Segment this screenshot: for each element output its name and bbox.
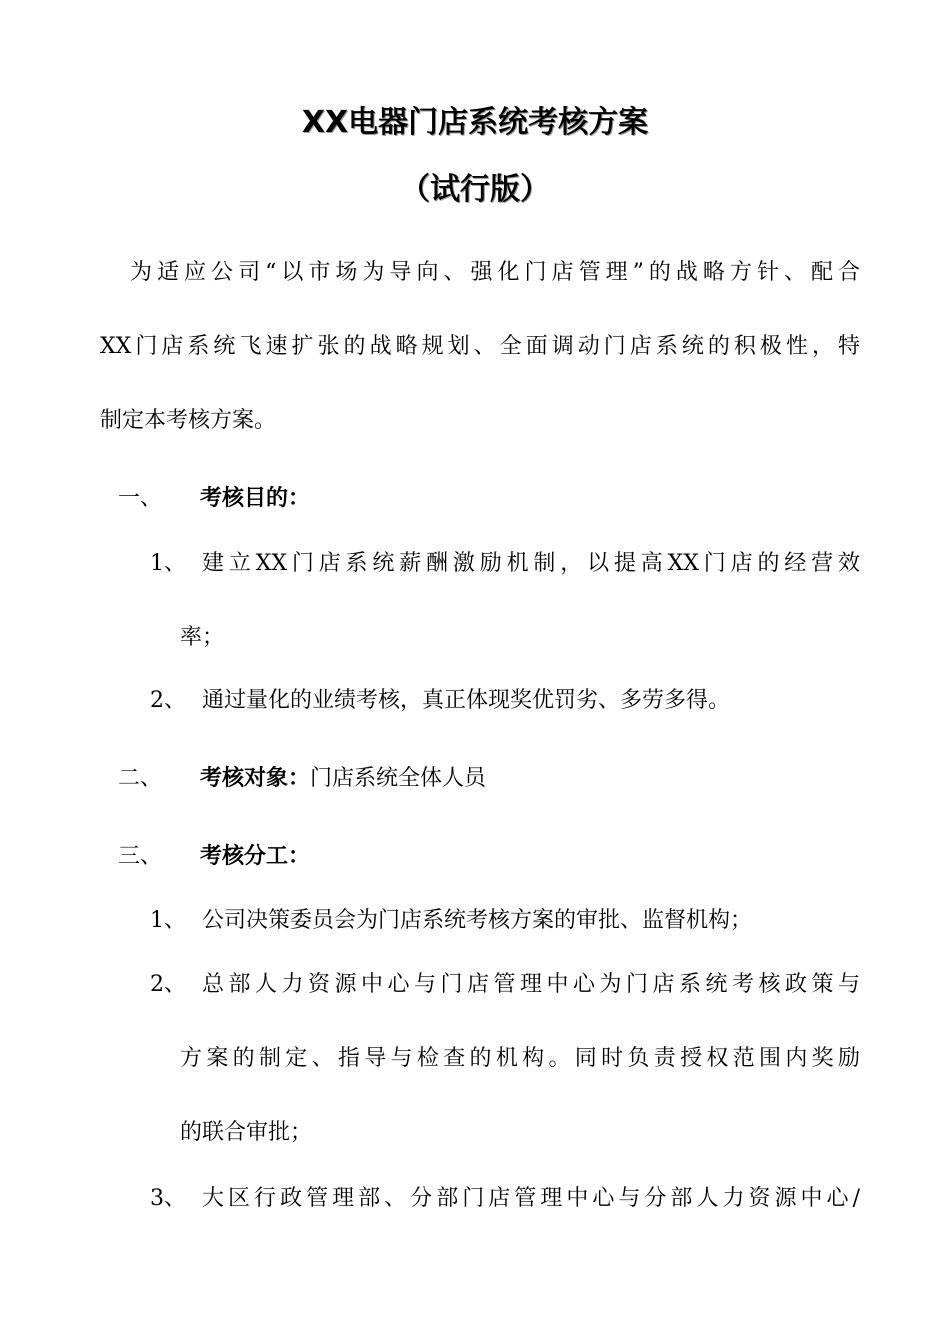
section-1-number: 一、 [118, 486, 163, 511]
section-2-number: 二、 [118, 766, 163, 791]
section-1-item-1-line-1: 建立XX门店系统薪酬激励机制，以提高XX门店的经营效 [202, 551, 860, 576]
section-1-item-1-number: 1、 [150, 551, 186, 576]
section-3-item-2-line-2: 方案的制定、指导与检查的机构。同时负责授权范围内奖励 [180, 1046, 860, 1071]
intro-line-3: 制定本考核方案。 [100, 408, 277, 433]
section-3-item-1-line-1: 公司决策委员会为门店系统考核方案的审批、监督机构； [202, 908, 753, 933]
section-3-heading-label: 考核分工： [200, 844, 311, 869]
document-title: XX电器门店系统考核方案 [301, 105, 649, 140]
section-2-heading [200, 764, 486, 794]
section-3-number: 三、 [118, 844, 163, 869]
section-2-heading-value: 门店系统全体人员 [310, 766, 487, 791]
section-2-heading-label: 考核对象： [200, 766, 311, 791]
section-1-item-2-number: 2、 [150, 688, 186, 713]
intro-line-1: 为适应公司“以市场为导向、强化门店管理”的战略方针、配合 [130, 260, 860, 285]
section-3-item-2-number: 2、 [150, 972, 186, 997]
section-3-heading [200, 842, 310, 872]
section-1-heading [200, 484, 310, 514]
section-3-item-1-number: 1、 [150, 908, 186, 933]
section-3-item-2-line-1: 总部人力资源中心与门店管理中心为门店系统考核政策与 [202, 972, 860, 997]
section-3-item-3-line-1: 大区行政管理部、分部门店管理中心与分部人力资源中心/ [202, 1186, 860, 1211]
section-1-item-1-line-2: 率； [180, 625, 225, 650]
section-1-heading-label: 考核目的： [200, 486, 311, 511]
document-subtitle: （试行版） [400, 172, 550, 207]
section-3-item-3-number: 3、 [150, 1186, 186, 1211]
intro-line-2: XX门店系统飞速扩张的战略规划、全面调动门店系统的积极性，特 [100, 334, 860, 359]
section-3-item-2-line-3: 的联合审批； [180, 1120, 313, 1145]
section-1-item-2-line-1: 通过量化的业绩考核，真正体现奖优罚劣、多劳多得。 [202, 688, 731, 713]
